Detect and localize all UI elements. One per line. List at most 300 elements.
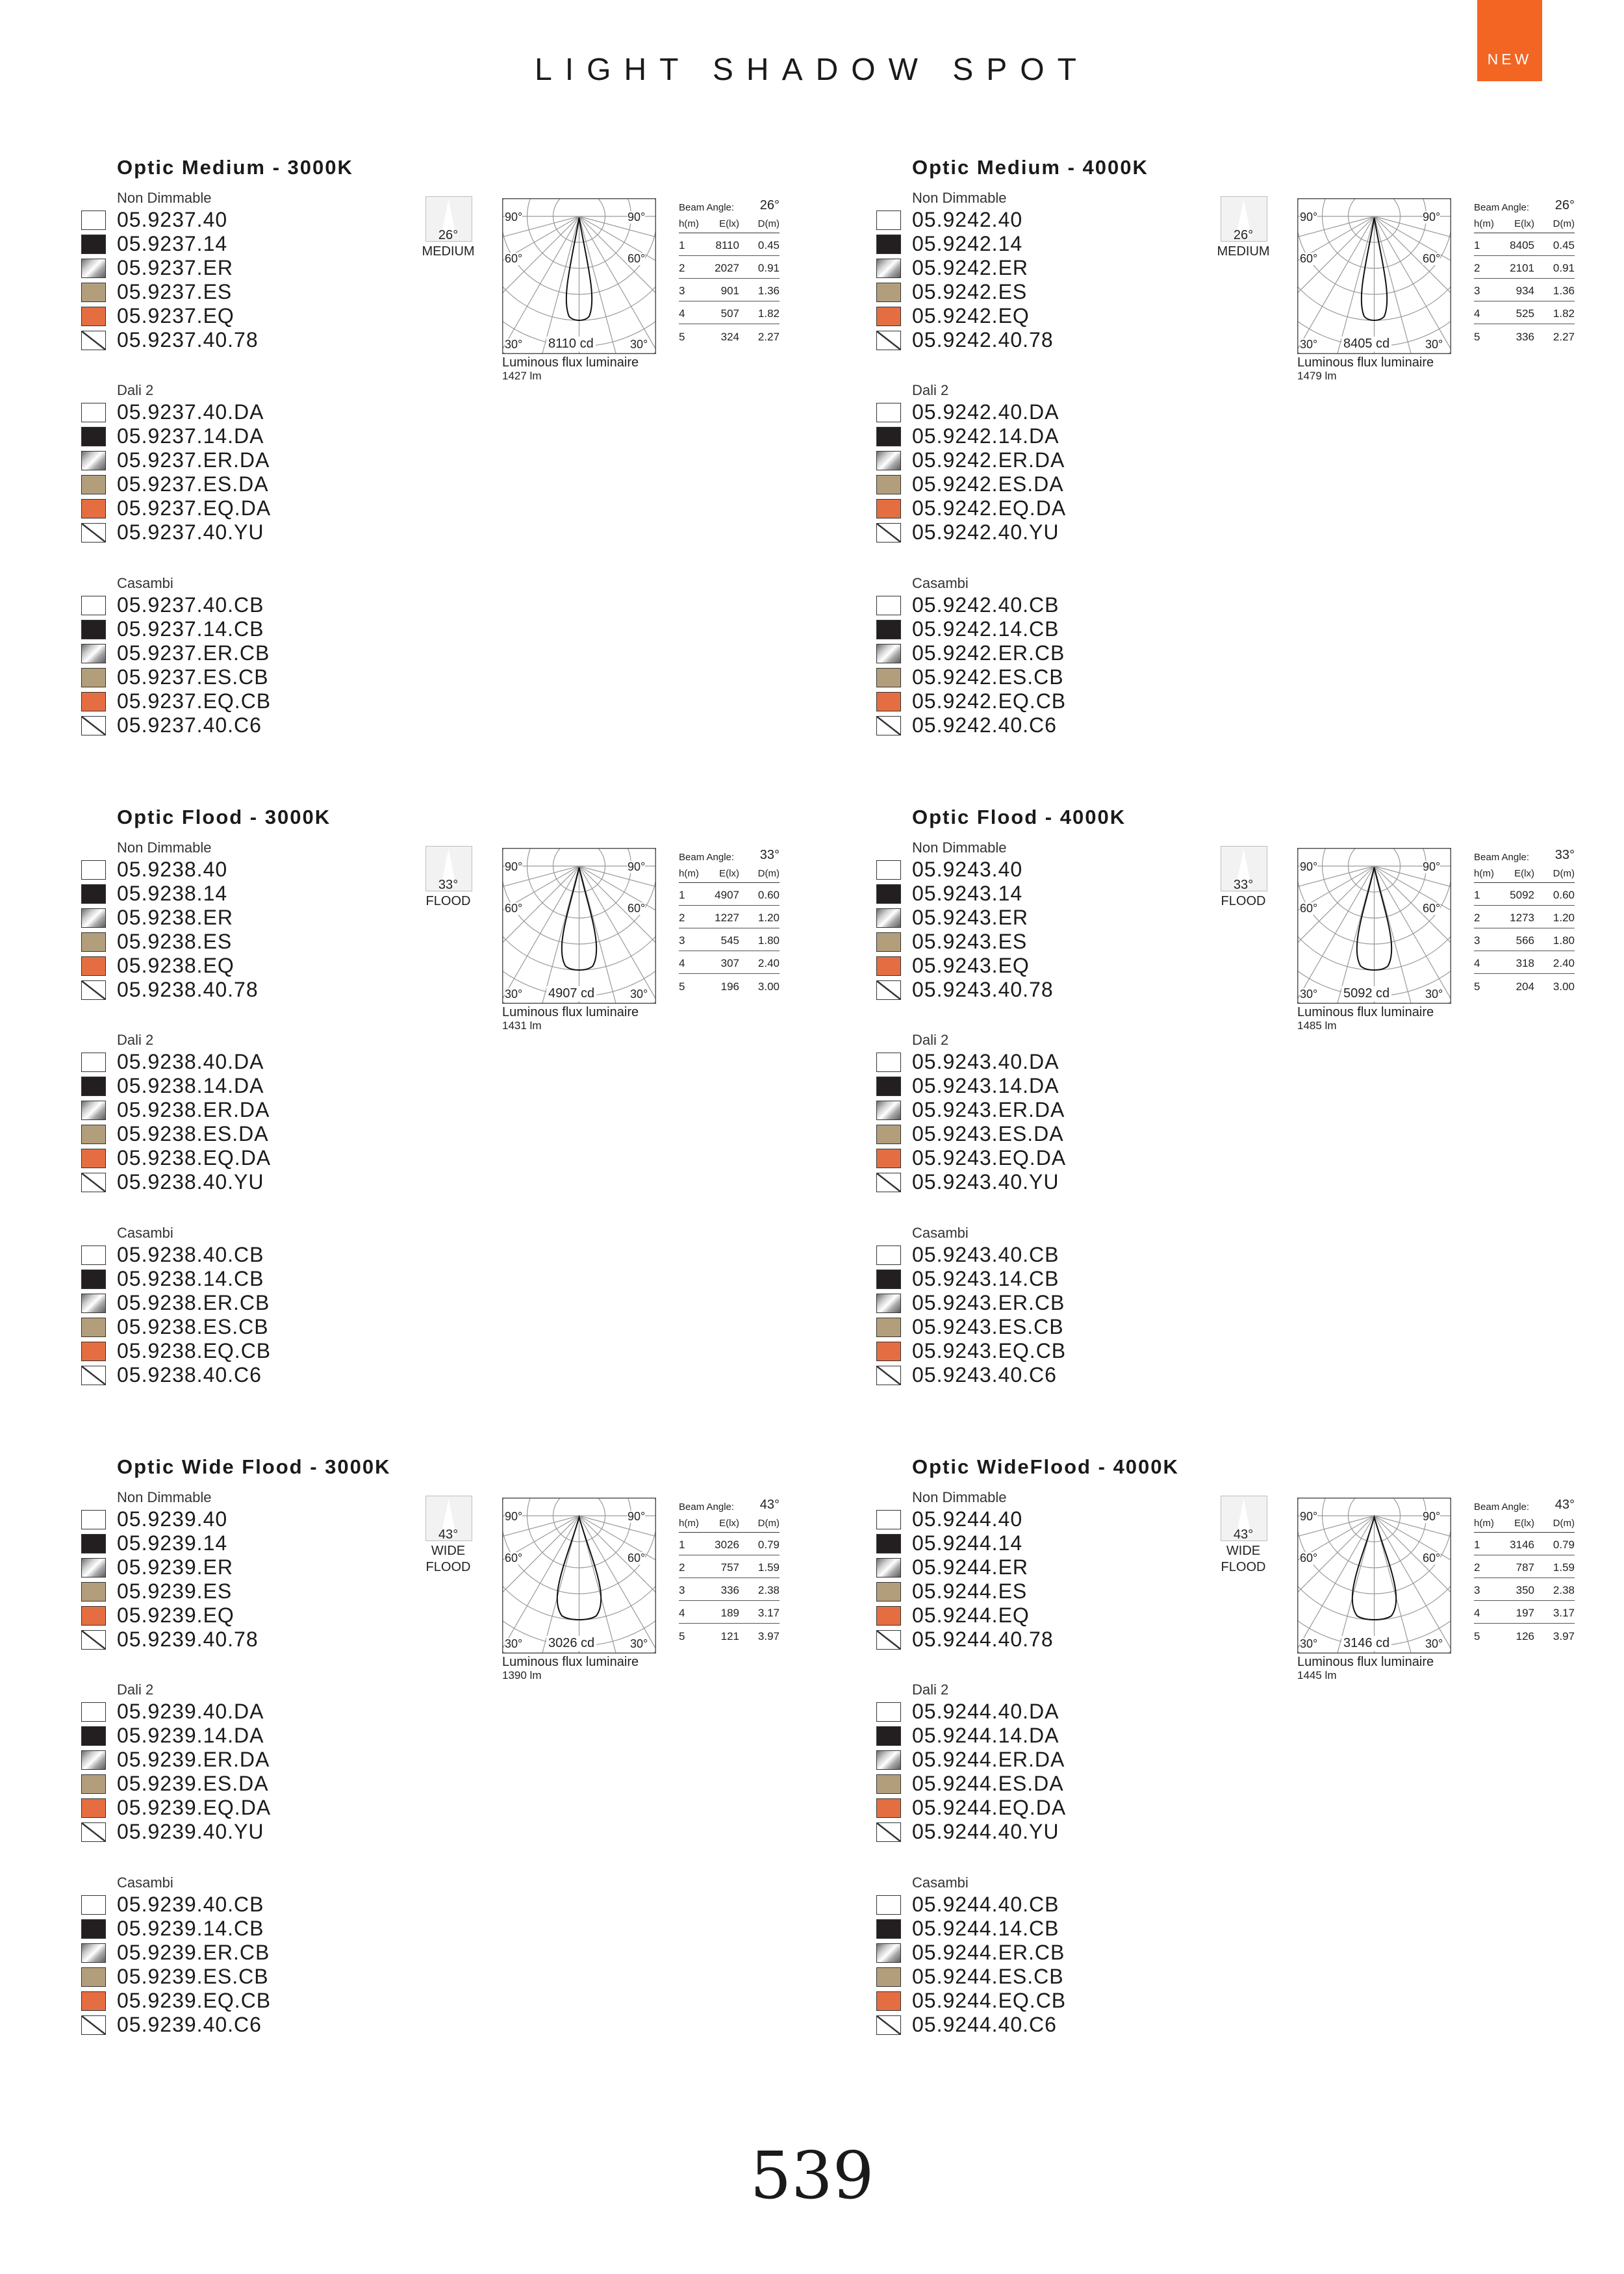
product-code-row[interactable]	[876, 1579, 1240, 1603]
product-code-row[interactable]	[876, 304, 1240, 328]
group-label: Dali 2	[912, 1032, 949, 1048]
product-code: 05.9244.ER.CB	[912, 1941, 1065, 1964]
product-code-row[interactable]	[81, 496, 445, 520]
beam-angle-label: Beam Angle:	[1474, 852, 1530, 863]
product-code-row[interactable]	[876, 1122, 1240, 1146]
label-90-left: 90°	[505, 860, 523, 873]
product-code-row[interactable]	[876, 617, 1240, 641]
label-30-left: 30°	[505, 988, 523, 1001]
product-code: 05.9239.40.DA	[117, 1700, 264, 1723]
finish-swatch-orange	[81, 1606, 106, 1626]
finish-swatch-chrome	[876, 259, 901, 278]
finish-swatch-white	[81, 1895, 106, 1915]
product-code-row[interactable]	[81, 1315, 445, 1339]
label-30-left: 30°	[505, 1637, 523, 1650]
product-code: 05.9243.ES.DA	[912, 1122, 1064, 1145]
header-h: h(m)	[679, 1518, 699, 1529]
code-list	[876, 593, 1240, 737]
cell-e: 901	[720, 285, 739, 297]
product-code-row[interactable]	[81, 232, 445, 256]
finish-swatch-black	[876, 1919, 901, 1939]
product-code: 05.9239.14.CB	[117, 1917, 264, 1940]
beam-angle-row	[679, 848, 780, 866]
product-code: 05.9237.40.YU	[117, 520, 264, 544]
product-code-row[interactable]	[876, 1893, 1240, 1917]
cell-h: 4	[679, 307, 685, 320]
label-30-left: 30°	[1300, 1637, 1318, 1650]
product-code: 05.9243.14	[912, 882, 1023, 905]
illuminance-table	[1474, 848, 1575, 997]
finish-swatch-chrome	[81, 259, 106, 278]
product-code-row[interactable]	[876, 256, 1240, 280]
finish-swatch-orange	[81, 956, 106, 976]
product-code-row[interactable]	[876, 232, 1240, 256]
table-row	[1474, 256, 1575, 279]
product-code-row[interactable]	[876, 1363, 1240, 1387]
product-code: 05.9237.EQ.DA	[117, 496, 272, 520]
product-code: 05.9243.40.78	[912, 978, 1054, 1001]
cell-h: 5	[1474, 1630, 1480, 1642]
label-60-left: 60°	[505, 1552, 523, 1565]
product-code-row[interactable]	[876, 882, 1240, 906]
code-list	[81, 208, 445, 352]
product-code: 05.9242.40.78	[912, 328, 1054, 351]
group-label: Casambi	[912, 575, 969, 591]
product-code-row[interactable]	[81, 1146, 445, 1170]
product-code: 05.9238.40.78	[117, 978, 259, 1001]
label-60-left: 60°	[1300, 902, 1318, 915]
cell-e: 197	[1516, 1607, 1534, 1619]
finish-swatch-diagonal	[876, 1366, 901, 1385]
optic-angle: 43°	[438, 1527, 459, 1542]
product-code-row[interactable]	[81, 665, 445, 689]
product-code-row[interactable]	[876, 520, 1240, 544]
product-code: 05.9242.40.YU	[912, 520, 1059, 544]
table-header	[679, 866, 780, 883]
cell-h: 2	[679, 1561, 685, 1574]
cell-h: 1	[679, 889, 685, 901]
finish-swatch-chrome	[81, 644, 106, 663]
product-code-row[interactable]	[876, 1074, 1240, 1098]
table-row	[1474, 233, 1575, 256]
product-block	[876, 1455, 1623, 2073]
product-code-row[interactable]	[81, 713, 445, 737]
product-code-row[interactable]	[81, 1555, 445, 1579]
product-code-row[interactable]	[81, 689, 445, 713]
optic-type: WIDE	[1226, 1544, 1261, 1558]
product-code: 05.9237.40	[117, 208, 228, 231]
finish-swatch-black	[81, 884, 106, 904]
product-code-row[interactable]	[81, 1772, 445, 1796]
cell-d: 1.36	[757, 285, 780, 297]
finish-swatch-chrome	[876, 1943, 901, 1963]
product-code: 05.9243.40.CB	[912, 1243, 1059, 1266]
product-code-row[interactable]	[876, 448, 1240, 472]
finish-swatch-bronze	[876, 283, 901, 302]
finish-swatch-diagonal	[81, 1366, 106, 1385]
finish-swatch-white	[876, 403, 901, 422]
product-code: 05.9242.EQ	[912, 304, 1030, 327]
product-code-row[interactable]	[81, 1628, 445, 1652]
product-code: 05.9243.ES	[912, 930, 1028, 953]
product-code: 05.9244.EQ.DA	[912, 1796, 1067, 1819]
product-code-row[interactable]	[81, 882, 445, 906]
illuminance-table	[679, 1498, 780, 1646]
product-code-row[interactable]	[876, 954, 1240, 978]
product-code-row[interactable]	[876, 400, 1240, 424]
product-code-row[interactable]	[81, 256, 445, 280]
finish-swatch-bronze	[81, 1582, 106, 1602]
product-code: 05.9242.ER.CB	[912, 641, 1065, 665]
product-code-row[interactable]	[81, 1363, 445, 1387]
product-code-row[interactable]	[81, 280, 445, 304]
product-code-row[interactable]	[81, 520, 445, 544]
code-list	[876, 1243, 1240, 1387]
optic-type: FLOOD	[1221, 894, 1266, 908]
cell-h: 2	[1474, 262, 1480, 274]
product-code: 05.9238.ES.DA	[117, 1122, 269, 1145]
product-code: 05.9238.ES	[117, 930, 233, 953]
product-code: 05.9243.EQ.DA	[912, 1146, 1067, 1169]
product-code-row[interactable]	[876, 1724, 1240, 1748]
product-code: 05.9243.EQ.CB	[912, 1339, 1067, 1362]
finish-swatch-chrome	[876, 1750, 901, 1770]
product-code-row[interactable]	[876, 713, 1240, 737]
product-code-row[interactable]	[81, 1507, 445, 1531]
beam-angle-value: 33°	[759, 848, 780, 862]
product-code: 05.9243.ES.CB	[912, 1315, 1064, 1338]
product-code-row[interactable]	[81, 424, 445, 448]
product-code-row[interactable]	[81, 1603, 445, 1628]
product-code-row[interactable]	[81, 1989, 445, 2013]
cell-d: 2.27	[1553, 331, 1575, 343]
product-code-row[interactable]	[876, 1628, 1240, 1652]
finish-swatch-chrome	[876, 451, 901, 470]
finish-swatch-chrome	[876, 1294, 901, 1313]
product-code-row[interactable]	[876, 208, 1240, 232]
cell-e: 3026	[715, 1539, 739, 1551]
table-row	[679, 301, 780, 324]
product-code-row[interactable]	[81, 1531, 445, 1555]
product-code-row[interactable]	[81, 1965, 445, 1989]
product-code-row[interactable]	[876, 2013, 1240, 2037]
product-code-row[interactable]	[81, 1122, 445, 1146]
finish-swatch-black	[81, 1919, 106, 1939]
product-code: 05.9242.14	[912, 232, 1023, 255]
finish-swatch-bronze	[876, 932, 901, 952]
finish-swatch-orange	[876, 692, 901, 711]
cell-e: 350	[1516, 1584, 1534, 1596]
table-header	[1474, 866, 1575, 883]
product-code: 05.9238.ES.CB	[117, 1315, 269, 1338]
product-code-row[interactable]	[876, 978, 1240, 1002]
product-code: 05.9242.14.CB	[912, 617, 1059, 641]
label-60-left: 60°	[1300, 1552, 1318, 1565]
cell-d: 3.97	[757, 1630, 780, 1642]
product-code: 05.9242.ES.DA	[912, 472, 1064, 496]
cell-d: 0.45	[1553, 239, 1575, 251]
finish-swatch-chrome	[876, 1558, 901, 1578]
optic-type: WIDE	[431, 1544, 466, 1558]
table-row	[1474, 279, 1575, 301]
product-code: 05.9238.ER.DA	[117, 1098, 270, 1121]
product-code-row[interactable]	[876, 1748, 1240, 1772]
finish-swatch-black	[81, 1270, 106, 1289]
product-code: 05.9238.EQ.CB	[117, 1339, 272, 1362]
table-row	[679, 1578, 780, 1601]
product-code: 05.9239.14.DA	[117, 1724, 264, 1747]
table-row	[1474, 1601, 1575, 1624]
product-code: 05.9244.14.CB	[912, 1917, 1059, 1940]
finish-swatch-chrome	[876, 1101, 901, 1120]
product-code-row[interactable]	[81, 906, 445, 930]
product-code: 05.9244.40.78	[912, 1628, 1054, 1651]
finish-swatch-black	[81, 427, 106, 446]
beam-angle-value: 26°	[759, 198, 780, 212]
product-code: 05.9237.14.CB	[117, 617, 264, 641]
finish-swatch-diagonal	[81, 980, 106, 1000]
label-90-right: 90°	[628, 860, 646, 873]
cell-d: 1.80	[757, 934, 780, 947]
finish-swatch-white	[81, 596, 106, 615]
beam-angle-value: 26°	[1554, 198, 1575, 212]
product-code-row[interactable]	[876, 593, 1240, 617]
cell-d: 3.97	[1553, 1630, 1575, 1642]
product-code-row[interactable]	[876, 1965, 1240, 1989]
product-code-row[interactable]	[876, 1243, 1240, 1267]
product-code-row[interactable]	[81, 593, 445, 617]
product-code-row[interactable]	[876, 1315, 1240, 1339]
table-row	[1474, 1555, 1575, 1578]
product-code-row[interactable]	[876, 1603, 1240, 1628]
product-code-row[interactable]	[81, 1724, 445, 1748]
product-code: 05.9242.ER	[912, 256, 1029, 279]
product-code-row[interactable]	[81, 472, 445, 496]
page-title: LIGHT SHADOW SPOT	[535, 53, 1089, 87]
product-code-row[interactable]	[81, 1941, 445, 1965]
optic-angle: 26°	[1233, 228, 1254, 242]
product-code-row[interactable]	[81, 1339, 445, 1363]
product-code: 05.9244.40	[912, 1507, 1023, 1531]
product-code-row[interactable]	[876, 1050, 1240, 1074]
product-code-row[interactable]	[876, 930, 1240, 954]
product-code-row[interactable]	[876, 1555, 1240, 1579]
product-code-row[interactable]	[81, 1098, 445, 1122]
cell-h: 3	[679, 285, 685, 297]
product-code-row[interactable]	[876, 858, 1240, 882]
finish-swatch-white	[81, 1702, 106, 1722]
label-30-right: 30°	[1425, 988, 1443, 1001]
cell-d: 2.40	[757, 957, 780, 969]
group-label: Non Dimmable	[117, 1489, 212, 1505]
product-code-row[interactable]	[876, 472, 1240, 496]
finish-swatch-chrome	[876, 644, 901, 663]
table-row	[1474, 906, 1575, 928]
product-code: 05.9238.EQ.DA	[117, 1146, 272, 1169]
table-row	[1474, 301, 1575, 324]
label-60-left: 60°	[1300, 252, 1318, 265]
product-code-row[interactable]	[876, 1772, 1240, 1796]
product-code-row[interactable]	[81, 208, 445, 232]
product-code: 05.9237.ER.DA	[117, 448, 270, 472]
product-code-row[interactable]	[876, 1820, 1240, 1844]
code-list	[81, 1243, 445, 1387]
product-code-row[interactable]	[876, 1146, 1240, 1170]
beam-angle-label: Beam Angle:	[1474, 1501, 1530, 1513]
cell-e: 126	[1516, 1630, 1534, 1642]
product-code-row[interactable]	[81, 1074, 445, 1098]
table-row	[679, 974, 780, 997]
peak-candela: 4907 cd	[546, 986, 596, 1001]
cell-h: 1	[1474, 889, 1480, 901]
table-header	[679, 216, 780, 233]
code-list	[876, 1700, 1240, 1844]
product-code-row[interactable]	[876, 689, 1240, 713]
product-code: 05.9238.14.CB	[117, 1267, 264, 1290]
product-block	[81, 806, 828, 1423]
optic-type-2: FLOOD	[1221, 1560, 1266, 1574]
finish-swatch-bronze	[876, 1318, 901, 1337]
table-row	[679, 906, 780, 928]
illuminance-table	[1474, 1498, 1575, 1646]
cell-d: 0.91	[757, 262, 780, 274]
finish-swatch-diagonal	[876, 331, 901, 350]
cell-d: 0.79	[757, 1539, 780, 1551]
product-heading: Optic Medium - 4000K	[912, 156, 1148, 179]
label-60-right: 60°	[1423, 902, 1441, 915]
cell-e: 507	[720, 307, 739, 320]
flux-label: Luminous flux luminaire	[502, 355, 639, 370]
header-d: D(m)	[757, 1518, 780, 1529]
finish-swatch-black	[81, 1534, 106, 1553]
table-row	[679, 928, 780, 951]
finish-swatch-orange	[876, 1606, 901, 1626]
product-code-row[interactable]	[81, 448, 445, 472]
cell-d: 3.00	[1553, 980, 1575, 993]
beam-angle-label: Beam Angle:	[679, 202, 735, 213]
product-code-row[interactable]	[876, 1291, 1240, 1315]
product-code-row[interactable]	[81, 1170, 445, 1194]
cell-e: 336	[1516, 331, 1534, 343]
product-code-row[interactable]	[81, 304, 445, 328]
product-code: 05.9244.ES.DA	[912, 1772, 1064, 1795]
product-code: 05.9242.40.C6	[912, 713, 1057, 737]
product-code: 05.9237.ER.CB	[117, 641, 270, 665]
product-code-row[interactable]	[81, 1050, 445, 1074]
product-code-row[interactable]	[876, 1339, 1240, 1363]
finish-swatch-bronze	[876, 1967, 901, 1987]
group-label: Casambi	[117, 575, 173, 591]
header-d: D(m)	[757, 218, 780, 229]
product-code-row[interactable]	[81, 1267, 445, 1291]
product-code-row[interactable]	[876, 1941, 1240, 1965]
product-code-row[interactable]	[81, 978, 445, 1002]
product-code-row[interactable]	[876, 641, 1240, 665]
label-30-left: 30°	[1300, 988, 1318, 1001]
product-code-row[interactable]	[876, 1700, 1240, 1724]
header-e: E(lx)	[1514, 218, 1534, 229]
product-code-row[interactable]	[876, 665, 1240, 689]
product-code-row[interactable]	[876, 906, 1240, 930]
product-code-row[interactable]	[876, 1796, 1240, 1820]
group-label: Dali 2	[117, 1032, 154, 1048]
product-heading: Optic WideFlood - 4000K	[912, 1455, 1179, 1478]
label-30-right: 30°	[1425, 338, 1443, 351]
product-code-row[interactable]	[876, 280, 1240, 304]
product-code-row[interactable]	[81, 328, 445, 352]
flux-label: Luminous flux luminaire	[1297, 1005, 1434, 1019]
product-code-row[interactable]	[81, 400, 445, 424]
product-code: 05.9237.ES.DA	[117, 472, 269, 496]
cell-d: 1.20	[757, 912, 780, 924]
product-code-row[interactable]	[876, 1098, 1240, 1122]
product-code-row[interactable]	[81, 1748, 445, 1772]
group-label: Casambi	[912, 1225, 969, 1241]
product-code: 05.9244.EQ.CB	[912, 1989, 1067, 2012]
product-code-row[interactable]	[876, 424, 1240, 448]
product-code: 05.9243.EQ	[912, 954, 1030, 977]
product-code: 05.9239.ER.DA	[117, 1748, 270, 1771]
finish-swatch-orange	[876, 1149, 901, 1168]
table-row	[679, 1624, 780, 1646]
group-label: Dali 2	[117, 1681, 154, 1698]
product-code-row[interactable]	[876, 1267, 1240, 1291]
label-60-left: 60°	[505, 252, 523, 265]
group-label: Casambi	[117, 1874, 173, 1891]
finish-swatch-orange	[81, 692, 106, 711]
product-code-row[interactable]	[876, 1170, 1240, 1194]
label-60-right: 60°	[1423, 1552, 1441, 1565]
product-code-row[interactable]	[81, 1820, 445, 1844]
product-code-row[interactable]	[81, 617, 445, 641]
header-d: D(m)	[1553, 218, 1575, 229]
product-code-row[interactable]	[81, 641, 445, 665]
product-code-row[interactable]	[876, 1507, 1240, 1531]
product-code-row[interactable]	[81, 1893, 445, 1917]
peak-candela: 3026 cd	[546, 1636, 596, 1651]
optic-angle: 33°	[1233, 878, 1254, 892]
product-code-row[interactable]	[876, 328, 1240, 352]
product-code-row[interactable]	[876, 496, 1240, 520]
finish-swatch-white	[81, 860, 106, 880]
product-code-row[interactable]	[876, 1989, 1240, 2013]
product-code: 05.9242.ES.CB	[912, 665, 1064, 689]
product-code-row[interactable]	[81, 1700, 445, 1724]
finish-swatch-diagonal	[876, 716, 901, 735]
illuminance-table	[679, 848, 780, 997]
finish-swatch-diagonal	[876, 1173, 901, 1192]
product-code-row[interactable]	[876, 1531, 1240, 1555]
product-code-row[interactable]	[81, 930, 445, 954]
finish-swatch-black	[876, 1726, 901, 1746]
product-code-row[interactable]	[81, 954, 445, 978]
product-code-row[interactable]	[81, 1579, 445, 1603]
finish-swatch-orange	[81, 1991, 106, 2011]
product-code-row[interactable]	[876, 1917, 1240, 1941]
product-code-row[interactable]	[81, 1243, 445, 1267]
product-code-row[interactable]	[81, 1917, 445, 1941]
finish-swatch-black	[81, 1077, 106, 1096]
product-code-row[interactable]	[81, 1291, 445, 1315]
header-h: h(m)	[1474, 218, 1494, 229]
product-code: 05.9239.40.CB	[117, 1893, 264, 1916]
product-code-row[interactable]	[81, 2013, 445, 2037]
product-code: 05.9237.ES.CB	[117, 665, 269, 689]
label-90-right: 90°	[628, 211, 646, 224]
table-row	[679, 1555, 780, 1578]
product-code-row[interactable]	[81, 1796, 445, 1820]
product-code-row[interactable]	[81, 858, 445, 882]
